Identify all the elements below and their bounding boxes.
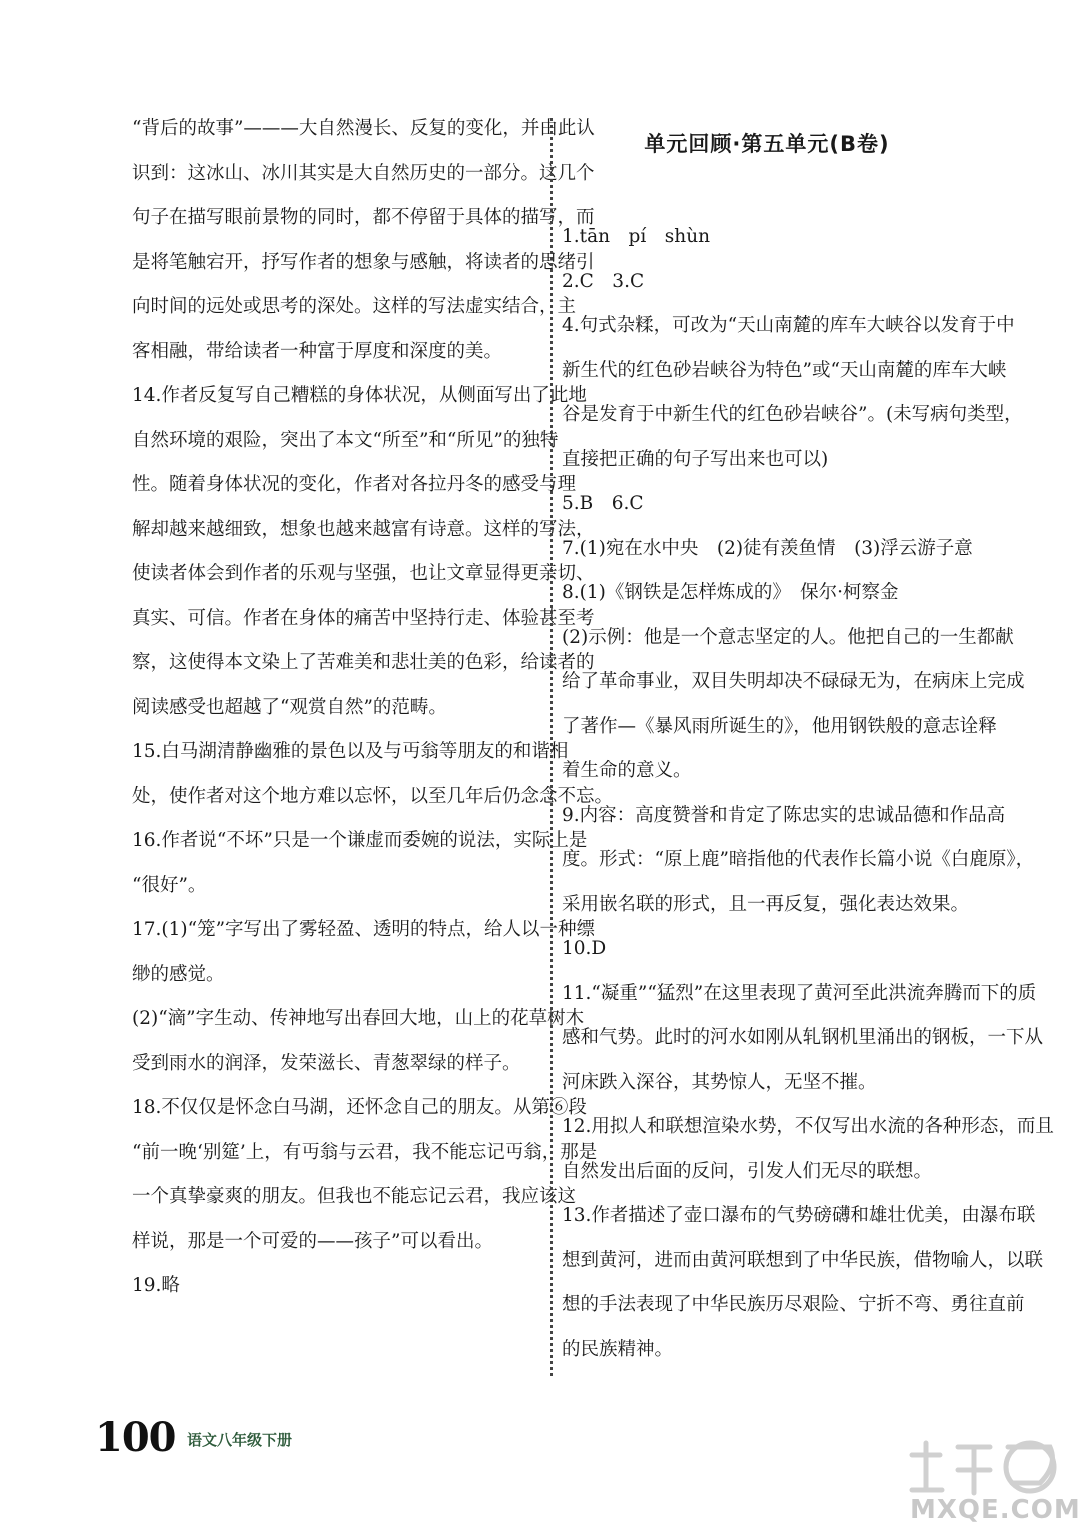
text-line: 18.不仅仅是怀念白马湖，还怀念自己的朋友。从第⑥段: [132, 1097, 587, 1118]
book-subtitle: 语文八年级下册: [187, 1431, 293, 1449]
text-line: 4.句式杂糅，可改为“天山南麓的库车大峡谷以发育于中: [562, 315, 1015, 336]
text-line: 河床跌入深谷，其势惊人，无坚不摧。: [562, 1071, 877, 1093]
text-line: 使读者体会到作者的乐观与坚强，也让文章显得更亲切、: [132, 563, 595, 584]
text-line: “很好”。: [132, 874, 207, 896]
text-line: 想的手法表现了中华民族历尽艰险、宁折不弯、勇往直前: [562, 1294, 1025, 1315]
text-line: 采用嵌名联的形式，且一再反复，强化表达效果。: [562, 893, 970, 915]
text-line: 15.白马湖清静幽雅的景色以及与丏翁等朋友的和谐相: [132, 741, 569, 762]
section-title: 单元回顾·第五单元(B卷): [644, 132, 890, 156]
text-line: 9.内容：高度赞誉和肯定了陈忠实的忠诚品德和作品高: [562, 804, 1006, 826]
text-line: 度。形式：“原上鹿”暗指他的代表作长篇小说《白鹿原》，: [562, 849, 1035, 870]
text-line: 13.作者描述了壶口瀑布的气势磅礴和雄壮优美，由瀑布联: [562, 1205, 1036, 1226]
text-line: 一个真挚豪爽的朋友。但我也不能忘记云君，我应该这: [132, 1186, 577, 1207]
text-line: 缈的感觉。: [132, 963, 225, 985]
text-line: “背后的故事”———大自然漫长、反复的变化，并由此认: [132, 118, 595, 139]
text-line: 16.作者说“不坏”只是一个谦虚而委婉的说法，实际上是: [132, 830, 588, 851]
text-line: 想到黄河，进而由黄河联想到了中华民族，借物喻人，以联: [562, 1249, 1044, 1271]
text-line: 解却越来越细致，想象也越来越富有诗意。这样的写法，: [132, 518, 595, 540]
text-line: 向时间的远处或思考的深处。这样的写法虚实结合，主: [132, 296, 577, 317]
text-line: 给了革命事业，双目失明却决不碌碌无为，在病床上完成: [562, 671, 1025, 692]
text-line: (2)“滴”字生动、传神地写出春回大地，山上的花草树木: [132, 1008, 585, 1029]
text-line: 阅读感受也超越了“观赏自然”的范畴。: [132, 696, 447, 718]
text-line: 是将笔触宕开，抒写作者的想象与感触，将读者的思绪引: [132, 251, 595, 273]
text-line: 11.“凝重”“猛烈”在这里表现了黄河至此洪流奔腾而下的质: [562, 982, 1037, 1004]
text-line: 自然环境的艰险，突出了本文“所至”和“所见”的独特: [132, 429, 559, 451]
text-line: 句子在描写眼前景物的同时，都不停留于具体的描写，而: [132, 207, 595, 228]
text-line: 了著作—《暴风雨所诞生的》，他用钢铁般的意志诠释: [562, 715, 997, 737]
text-line: 10.D: [562, 938, 607, 959]
text-line: 自然发出后面的反问，引发人们无尽的联想。: [562, 1160, 933, 1182]
watermark-text: MXQE.COM: [910, 1495, 1081, 1525]
text-line: 1.tān pí shùn: [562, 226, 711, 247]
text-line: 察，这使得本文染上了苦难美和悲壮美的色彩，给读者的: [132, 652, 595, 673]
text-line: 性。随着身体状况的变化，作者对各拉丹冬的感受与理: [132, 474, 577, 495]
text-line: 谷是发育于中新生代的红色砂岩峡谷”。(未写病句类型，: [562, 404, 1023, 425]
text-line: “前一晚‘别筵’上，有丏翁与云君，我不能忘记丏翁，那是: [132, 1141, 598, 1163]
text-line: 5.B 6.C: [562, 493, 644, 514]
text-line: 处，使作者对这个地方难以忘怀，以至几年后仍念念不忘。: [132, 785, 614, 807]
text-line: 14.作者反复写自己糟糕的身体状况，从侧面写出了此地: [132, 385, 587, 406]
page-number: 100: [95, 1414, 176, 1461]
text-line: 2.C 3.C: [562, 270, 645, 292]
text-line: 感和气势。此时的河水如刚从轧钢机里涌出的钢板，一下从: [562, 1027, 1044, 1048]
text-line: 17.(1)“笼”字写出了雾轻盈、透明的特点，给人以一种缥: [132, 919, 596, 940]
text-line: 真实、可信。作者在身体的痛苦中坚持行走、体验甚至考: [132, 607, 595, 629]
right-column: [562, 226, 1054, 1361]
text-line: 样说，那是一个可爱的——孩子”可以看出。: [132, 1230, 493, 1252]
text-line: 7.(1)宛在水中央 (2)徒有羡鱼情 (3)浮云游子意: [562, 537, 973, 559]
text-line: 的民族精神。: [562, 1338, 674, 1360]
text-line: 直接把正确的句子写出来也可以): [562, 448, 829, 470]
text-line: (2)示例：他是一个意志坚定的人。他把自己的一生都献: [562, 626, 1014, 648]
column-divider: [550, 118, 553, 1376]
text-line: 着生命的意义。: [562, 760, 692, 781]
text-line: 12.用拟人和联想渲染水势，不仅写出水流的各种形态，而且: [562, 1116, 1054, 1137]
text-line: 8.(1)《钢铁是怎样炼成的》 保尔·柯察金: [562, 582, 899, 603]
text-line: 受到雨水的润泽，发荣滋长、青葱翠绿的样子。: [132, 1052, 521, 1074]
text-line: 19.略: [132, 1275, 180, 1296]
text-line: 客相融，带给读者一种富于厚度和深度的美。: [132, 340, 503, 362]
text-line: 识到：这冰山、冰川其实是大自然历史的一部分。这几个: [132, 162, 595, 184]
text-line: 新生代的红色砂岩峡谷为特色”或“天山南麓的库车大峡: [562, 359, 1007, 381]
